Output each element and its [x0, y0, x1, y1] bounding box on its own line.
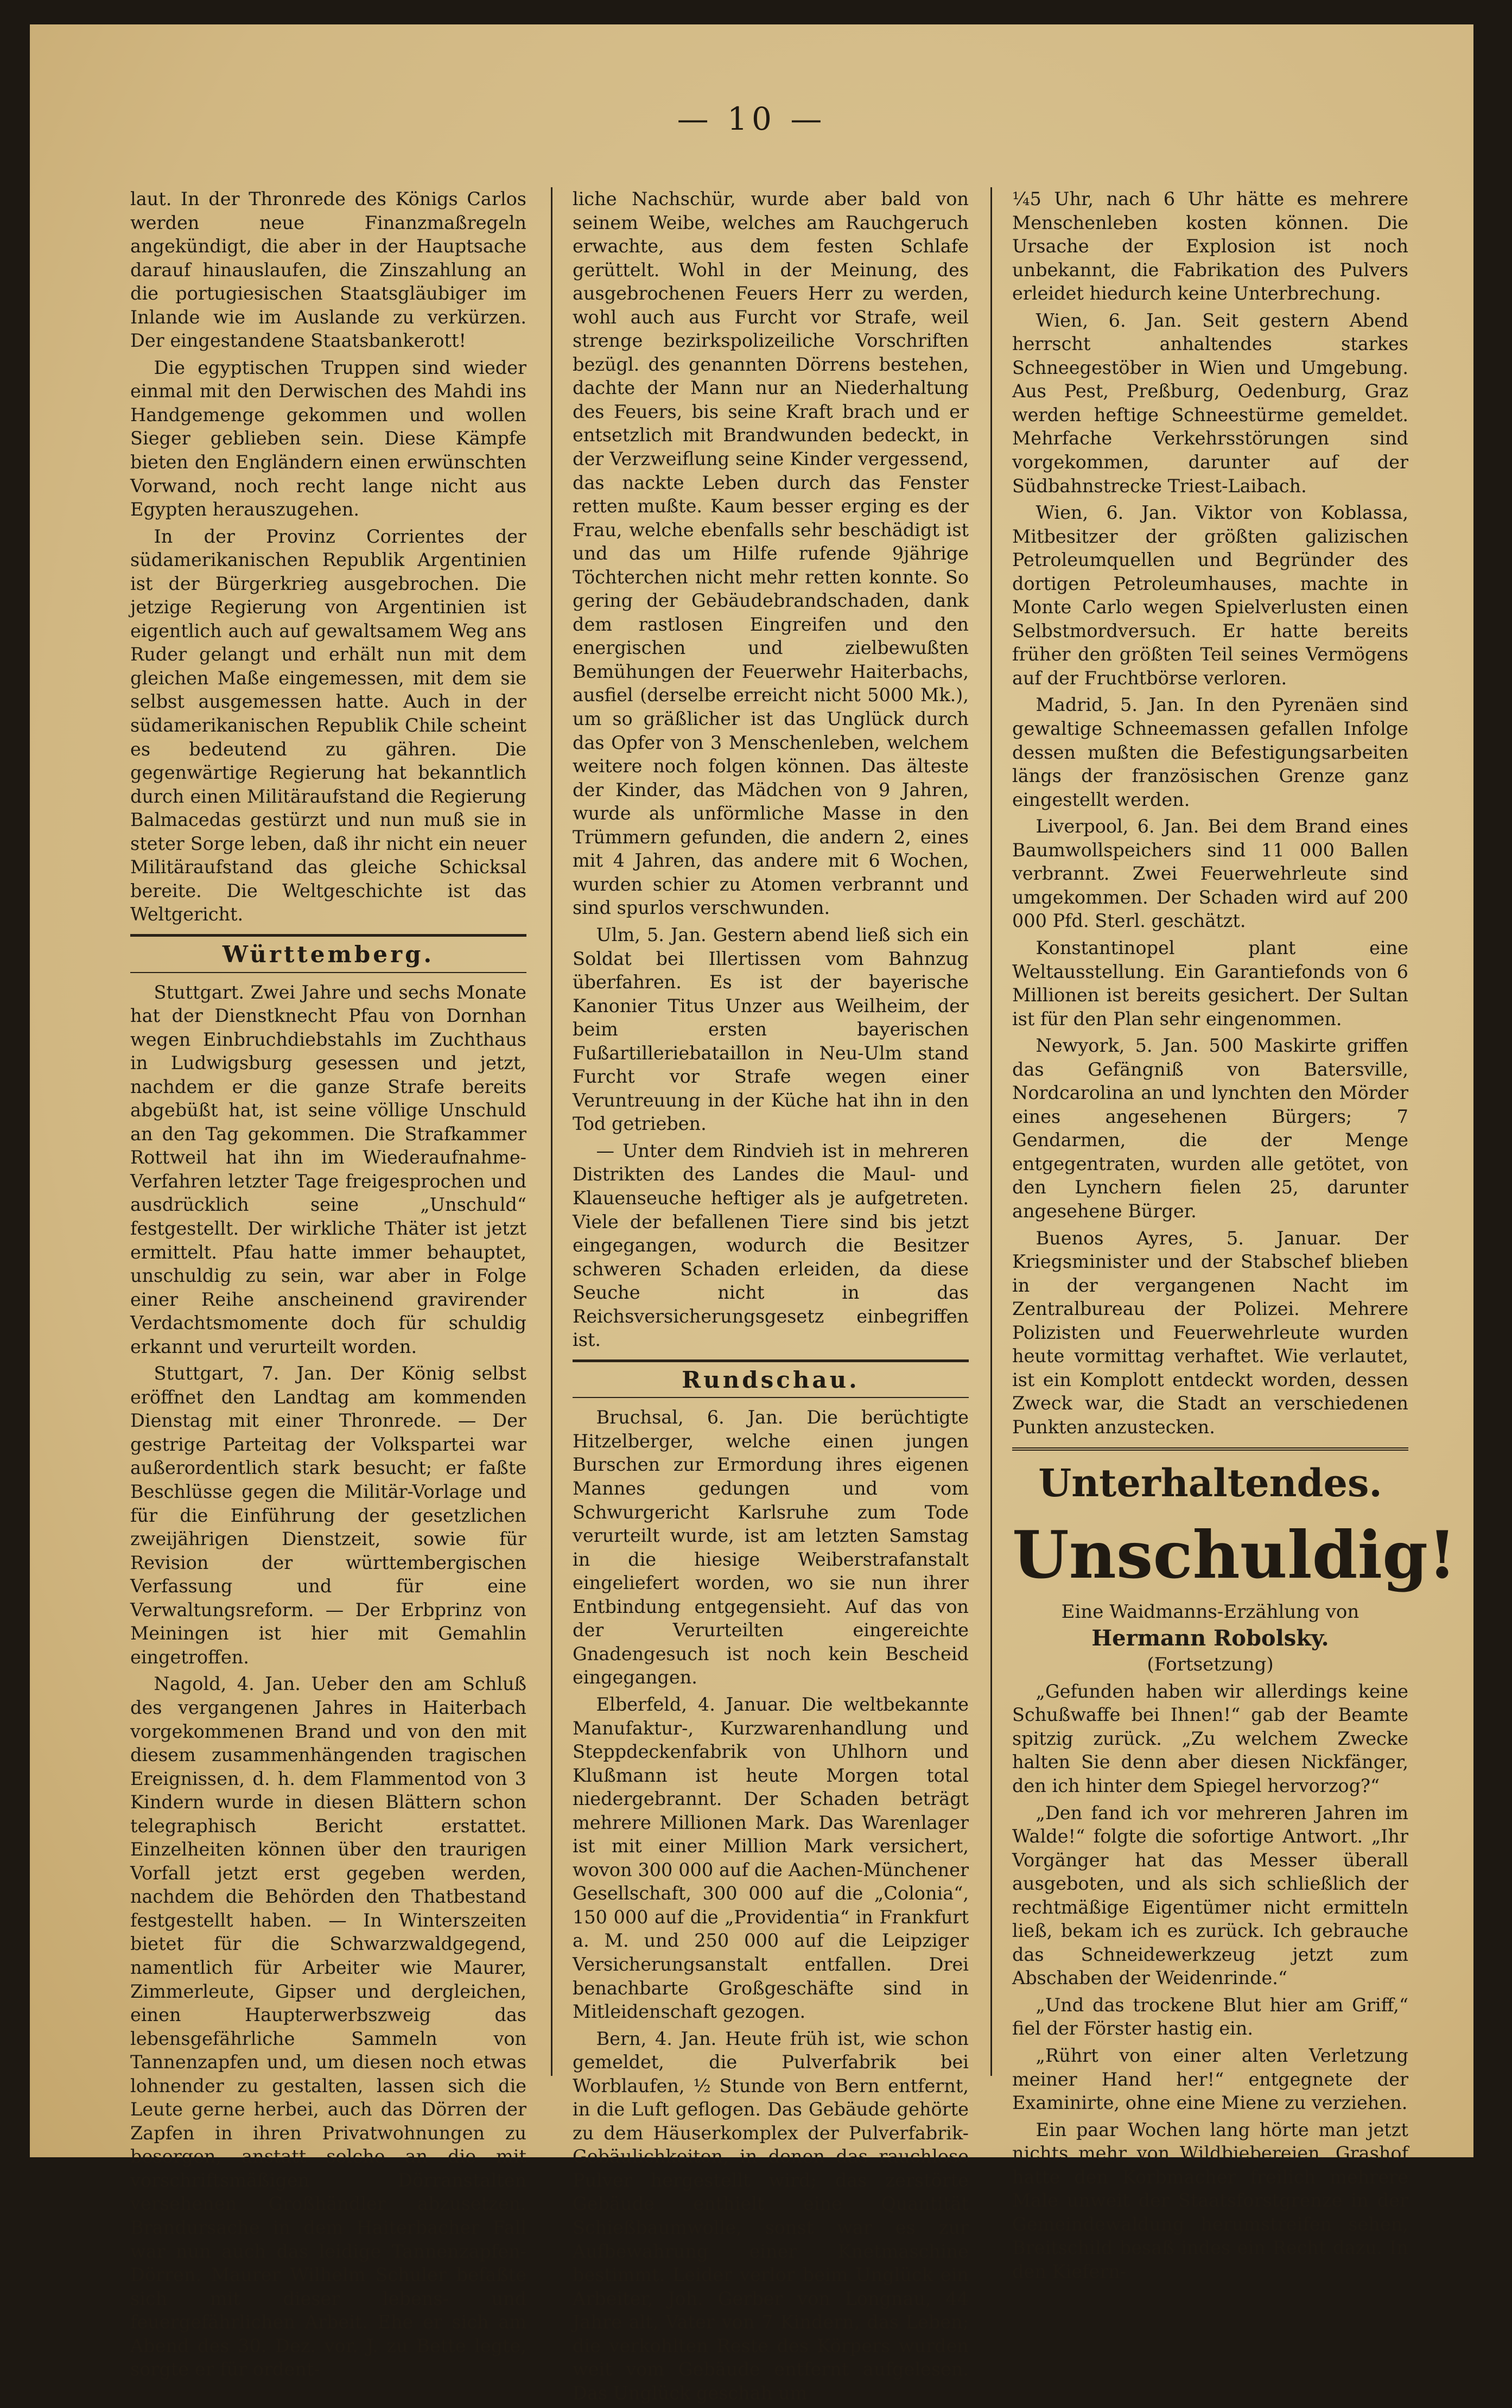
article-paragraph: liche Nachschür, wurde aber bald von seinem Weibe, welches am Rauchgeruch erwachte, aus dem festen Schlafe gerüttelt. Wohl in der Meinung, des ausgebrochenen Feuers Herr zu werden, wohl auch aus Furcht vor Strafe, weil strenge bezirkspolizeiliche Vorschriften bezügl. des genannten Dörrens bestehen, dachte der Mann nur an Niederhaltung des Feuers, bis seine Kraft brach und er entsetzlich mit Brandwunden bedeckt, in der Verzweiflung seine Kinder vergessend, das nackte Leben durch das Fenster retten mußte. Kaum besser erging es der Frau, welche ebenfalls sehr beschädigt ist und das um Hilfe rufende 9jährige Töchterchen nicht mehr retten konnte. So gering der Gebäudebrandschaden, dank dem rastlosen Eingreifen und den energischen und zielbewußten Bemühungen der Feuerwehr Haiterbachs, ausfiel (derselbe erreicht nicht 5000 Mk.), um so gräßlicher ist das Unglück durch das Opfer von 3 Menschenleben, welchem weitere noch folgen können. Das älteste der Kinder, das Mädchen von 9 Jahren, wurde als unförmliche Masse in den Trümmern gefunden, die andern 2, eines mit 4 Jahren, das andere mit 6 Wochen, wurden schier zu Atomen verbrannt und sind spurlos verschwunden. — [573, 188, 969, 919]
article-paragraph: Stuttgart, 7. Jan. Der König selbst eröffnet den Landtag am kommenden Dienstag mit einer Thronrede. — Der gestrige Parteitag der Volkspartei war außerordentlich stark besucht; er faßte Beschlüsse gegen die Militär-Vorlage und für die Einführung der gesetzlichen zweijährigen Dienstzeit, sowie für Revision der württembergischen Verfassung und für eine Verwaltungsreform. — Der Erbprinz von Meiningen ist hier mit Gemahlin eingetroffen. — [130, 1363, 526, 1668]
column-rule — [551, 187, 552, 2076]
story-paragraph: „Den fand ich vor mehreren Jahren im Walde!“ folgte die sofortige Antwort. „Ihr Vorgänger hat das Messer überall ausgeboten, und als sich schließlich der rechtmäßige Eigentümer nicht ermitteln ließ, bekam ich es zurück. Ich gebrauche das Schneidewerkzeug jetzt zum Abschaben der Weidenrinde.“ — [1012, 1802, 1408, 1989]
article-paragraph: Nagold, 4. Jan. Ueber den am Schluß des vergangenen Jahres in Haiterbach vorgekommenen Brand und von den mit diesem zusammenhängenden tragischen Ereignissen, d. h. dem Flammentod von 3 Kindern wurde in diesen Blättern schon telegraphisch Bericht erstattet. Einzelheiten können über den traurigen Vorfall jetzt erst gegeben werden, nachdem die Behörden den Thatbestand festgestellt haben. — In Winterszeiten bietet für die Schwarzwaldgegend, namentlich für Arbeiter wie Maurer, Zimmerleute, Gipser und dergleichen, einen Haupterwerbszweig das lebensgefährliche Sammeln von Tannenzapfen und, um diesen noch etwas lohnender zu gestalten, lassen sich die Leute gerne herbei, auch das Dörren der Zapfen in ihren Privatwohnungen zu besorgen, anstatt solche an die mit vorschriftsmäßigen Dörranstalten versehenen Großhändler abzusetzen. Brandursache in dem Haiterbacher Fall war nun auch das leidige Tannenzapfen-Dörren. Maurer Wilhelm Schuler befaßte sich mit dieser lebens- und feuergefährlichen Arbeit. Ehe er sich am Abend des 30. Dez. vor. J. zu Bette legte, sorgte er für ordent- — [130, 1673, 526, 2380]
column-2 — [573, 187, 969, 2408]
article-paragraph: ¼5 Uhr, nach 6 Uhr hätte es mehrere Menschenleben kosten können. Die Ursache der Explosion ist noch unbekannt, die Fabrikation des Pulvers erleidet hiedurch keine Unterbrechung. — [1012, 188, 1408, 304]
story-paragraph: „Rührt von einer alten Verletzung meiner Hand her!“ entgegnete der Examinirte, ohne eine Miene zu verziehen. — [1012, 2045, 1408, 2114]
article-paragraph: Bruchsal, 6. Jan. Die berüchtigte Hitzelberger, welche einen jungen Burschen zur Ermordung ihres eigenen Mannes gedungen und vom Schwurgericht Karlsruhe zum Tode verurteilt wurde, ist am letzten Samstag in die hiesige Weiberstrafanstalt eingeliefert worden, wo sie nun ihrer Entbindung entgegensieht. Auf das von der Verurteilten eingereichte Gnadengesuch ist noch kein Bescheid eingegangen. — [573, 1407, 969, 1688]
column-1 — [130, 187, 526, 2385]
section-heading-rundschau: Rundschau. — [573, 1359, 969, 1399]
article-paragraph: Newyork, 5. Jan. 500 Maskirte griffen das Gefängniß von Batersville, Nordcarolina an und lynchten den Mörder eines angesehenen Bürgers; 7 Gendarmen, die der Menge entgegentraten, wurden alle getötet, von den Lynchern fielen 25, darunter angesehene Bürger. — [1012, 1035, 1408, 1222]
article-paragraph: Ulm, 5. Jan. Gestern abend ließ sich ein Soldat bei Illertissen vom Bahnzug überfahren. Es ist der bayerische Kanonier Titus Unzer aus Weilheim, der beim ersten bayerischen Fußartilleriebataillon in Neu-Ulm stand Furcht vor Strafe wegen einer Veruntreuung in der Küche hat ihn in den Tod getrieben. — [573, 924, 969, 1135]
article-paragraph: In der Provinz Corrientes der südamerikanischen Republik Argentinien ist der Bürgerkrieg ausgebrochen. Die jetzige Regierung von Argentinien ist eigentlich auch auf gewaltsamem Weg ans Ruder gelangt und erhält nun mit dem gleichen Maße eingemessen, mit dem sie selbst ausgemessen hatte. Auch in der südamerikanischen Republik Chile scheint es bedeutend zu gähren. Die gegenwärtige Regierung hat bekanntlich durch einen Militäraufstand die Regierung Balmacedas gestürzt und nun muß sie in steter Sorge leben, daß ihr nicht ein neuer Militäraufstand das gleiche Schicksal bereite. Die Weltgeschichte ist das Weltgericht. — [130, 525, 526, 925]
article-paragraph: Buenos Ayres, 5. Januar. Der Kriegsminister und der Stabschef blieben in der vergangenen Nacht im Zentralbureau der Polizei. Mehrere Polizisten und Feuerwehrleute wurden heute vormittag verhaftet. Wie verlautet, ist ein Komplott entdeckt worden, dessen Zweck war, die Stadt an verschiedenen Punkten anzustecken. — [1012, 1227, 1408, 1438]
story-paragraph: Ein paar Wochen lang hörte man jetzt nichts mehr von Wildbiebereien. Grashof hatte den Korbmacher freilich mehrere Male unweit der Staatsforstgrenze in der Gemeindewaldung herumstreifen sehen, Breitschild besaß indes ein Recht dazu. In den Kiefern- — [1012, 2119, 1408, 2282]
article-paragraph: Konstantinopel plant eine Weltausstellung. Ein Garantiefonds von 6 Millionen ist bereits gesichert. Der Sultan ist für den Plan sehr eingenommen. — [1012, 937, 1408, 1030]
section-heading-unterhaltendes: Unterhaltendes. — [1012, 1447, 1408, 1508]
article-paragraph: Die egyptischen Truppen sind wieder einmal mit den Derwischen des Mahdi ins Handgemenge gekommen und wollen Sieger geblieben sein. Diese Kämpfe bieten den Engländern einen erwünschten Vorwand, noch recht lange nicht aus Egypten herauszugehen. — [130, 357, 526, 520]
story-paragraph: „Gefunden haben wir allerdings keine Schußwaffe bei Ihnen!“ gab der Beamte spitzig zurück. „Zu welchem Zwecke halten Sie denn aber diesen Nickfänger, den ich hinter dem Spiegel hervorzog?“ — [1012, 1680, 1408, 1796]
article-paragraph: Stuttgart. Zwei Jahre und sechs Monate hat der Dienstknecht Pfau von Dornhan wegen Einbruchdiebstahls im Zuchthaus in Ludwigsburg gesessen und jetzt, nachdem er die ganze Strafe bereits abgebüßt hat, ist seine völlige Unschuld an den Tag gekommen. Die Strafkammer Rottweil hat ihn im Wiederaufnahme-Verfahren letzter Tage freigesprochen und ausdrücklich seine „Unschuld“ festgestellt. Der wirkliche Thäter ist jetzt ermittelt. Pfau hatte immer behauptet, unschuldig zu sein, war aber in Folge einer Reihe anscheinend gravirender Verdachtsmomente doch für schuldig erkannt und verurteilt worden. — [130, 981, 526, 1357]
story-byline — [1012, 1600, 1408, 1652]
continuation-note: (Fortsetzung) — [1147, 1653, 1274, 1675]
article-paragraph: Bern, 4. Jan. Heute früh ist, wie schon gemeldet, die Pulverfabrik bei Worblaufen, ½ Stunde von Bern entfernt, in die Luft geflogen. Das Gebäude gehörte zu dem Häuserkomplex der Pulverfabrik-Gebäulichkeiten, in denen das rauchlose Pulver hergestellt wird; das zerstörte Gebäude enthielt eine Quantität Schießbaumwolle, sonst war es zur Aufbewahrung einer Knetmaschine bestimmt. Leider verlor beim Unglück ein Arbeiter, Joh. Gerber von Longnau, 44 Jahre alt, Vater von 7 Kindern, das Leben; die verkohlten Reste des Körpers wurden weit vom Gebäude entfernt aufgelesen. Das Unglück geschah um — [573, 2028, 969, 2404]
story-author: Hermann Robolsky. — [1091, 1625, 1329, 1651]
article-paragraph: Wien, 6. Jan. Viktor von Koblassa, Mitbesitzer der größten galizischen Petroleumquellen und Begründer des dortigen Petroleumhauses, machte in Monte Carlo wegen Spielverlusten einen Selbstmordversuch. Er hatte bereits früher den größten Teil seines Vermögens auf der Fruchtbörse verloren. — [1012, 502, 1408, 689]
article-paragraph: Elberfeld, 4. Januar. Die weltbekannte Manufaktur-, Kurzwarenhandlung und Steppdeckenfabrik von Uhlhorn und Klußmann ist heute Morgen total niedergebrannt. Der Schaden beträgt mehrere Millionen Mark. Das Warenlager ist mit einer Million Mark versichert, wovon 300 000 auf die Aachen-Münchener Gesellschaft, 300 000 auf die „Colonia“, 150 000 auf die „Providentia“ in Frankfurt a. M. und 250 000 auf die Leipziger Versicherungsanstalt entfallen. Drei benachbarte Großgeschäfte sind in Mitleidenschaft gezogen. — [573, 1693, 969, 2023]
byline-prefix: Eine Waidmanns-Erzählung von — [1061, 1601, 1359, 1623]
article-paragraph: — Unter dem Rindvieh ist in mehreren Distrikten des Landes die Maul- und Klauenseuche heftiger als je aufgetreten. Viele der befallenen Tiere sind bis jetzt eingegangen, wodurch die Besitzer schweren Schaden erleiden, da diese Seuche nicht in das Reichsversicherungsgesetz einbegriffen ist. — [573, 1140, 969, 1351]
article-paragraph: laut. In der Thronrede des Königs Carlos werden neue Finanzmaßregeln angekündigt, die aber in der Hauptsache darauf hinauslaufen, die Zinszahlung an die portugiesischen Staatsgläubiger im Inlande wie im Auslande zu verkürzen. Der eingestandene Staatsbankerott! — [130, 188, 526, 352]
column-rule — [990, 187, 992, 2076]
newspaper-page — [30, 24, 1473, 2404]
column-3 — [1012, 187, 1457, 2286]
page-number: — 10 — — [677, 100, 827, 137]
article-paragraph: Liverpool, 6. Jan. Bei dem Brand eines Baumwollspeichers sind 11 000 Ballen verbrannt. Zwei Feuerwehrleute sind umgekommen. Der Schaden wird auf 200 000 Pfd. Sterl. geschätzt. — [1012, 816, 1408, 932]
article-paragraph: Madrid, 5. Jan. In den Pyrenäen sind gewaltige Schneemassen gefallen Infolge dessen mußten die Befestigungsarbeiten längs der französischen Grenze ganz eingestellt werden. — [1012, 694, 1408, 810]
article-paragraph: Wien, 6. Jan. Seit gestern Abend herrscht anhaltendes starkes Schneegestöber in Wien und Umgebung. Aus Pest, Preßburg, Oedenburg, Graz werden heftige Schneestürme gemeldet. Mehrfache Verkehrsstörungen sind vorgekommen, darunter auf der Südbahnstrecke Triest-Laibach. — [1012, 309, 1408, 497]
story-paragraph: „Und das trockene Blut hier am Griff,“ fiel der Förster hastig ein. — [1012, 1994, 1408, 2040]
section-heading-wuerttemberg: Württemberg. — [130, 934, 526, 973]
story-title: Unschuldig! — [1012, 1517, 1457, 1594]
